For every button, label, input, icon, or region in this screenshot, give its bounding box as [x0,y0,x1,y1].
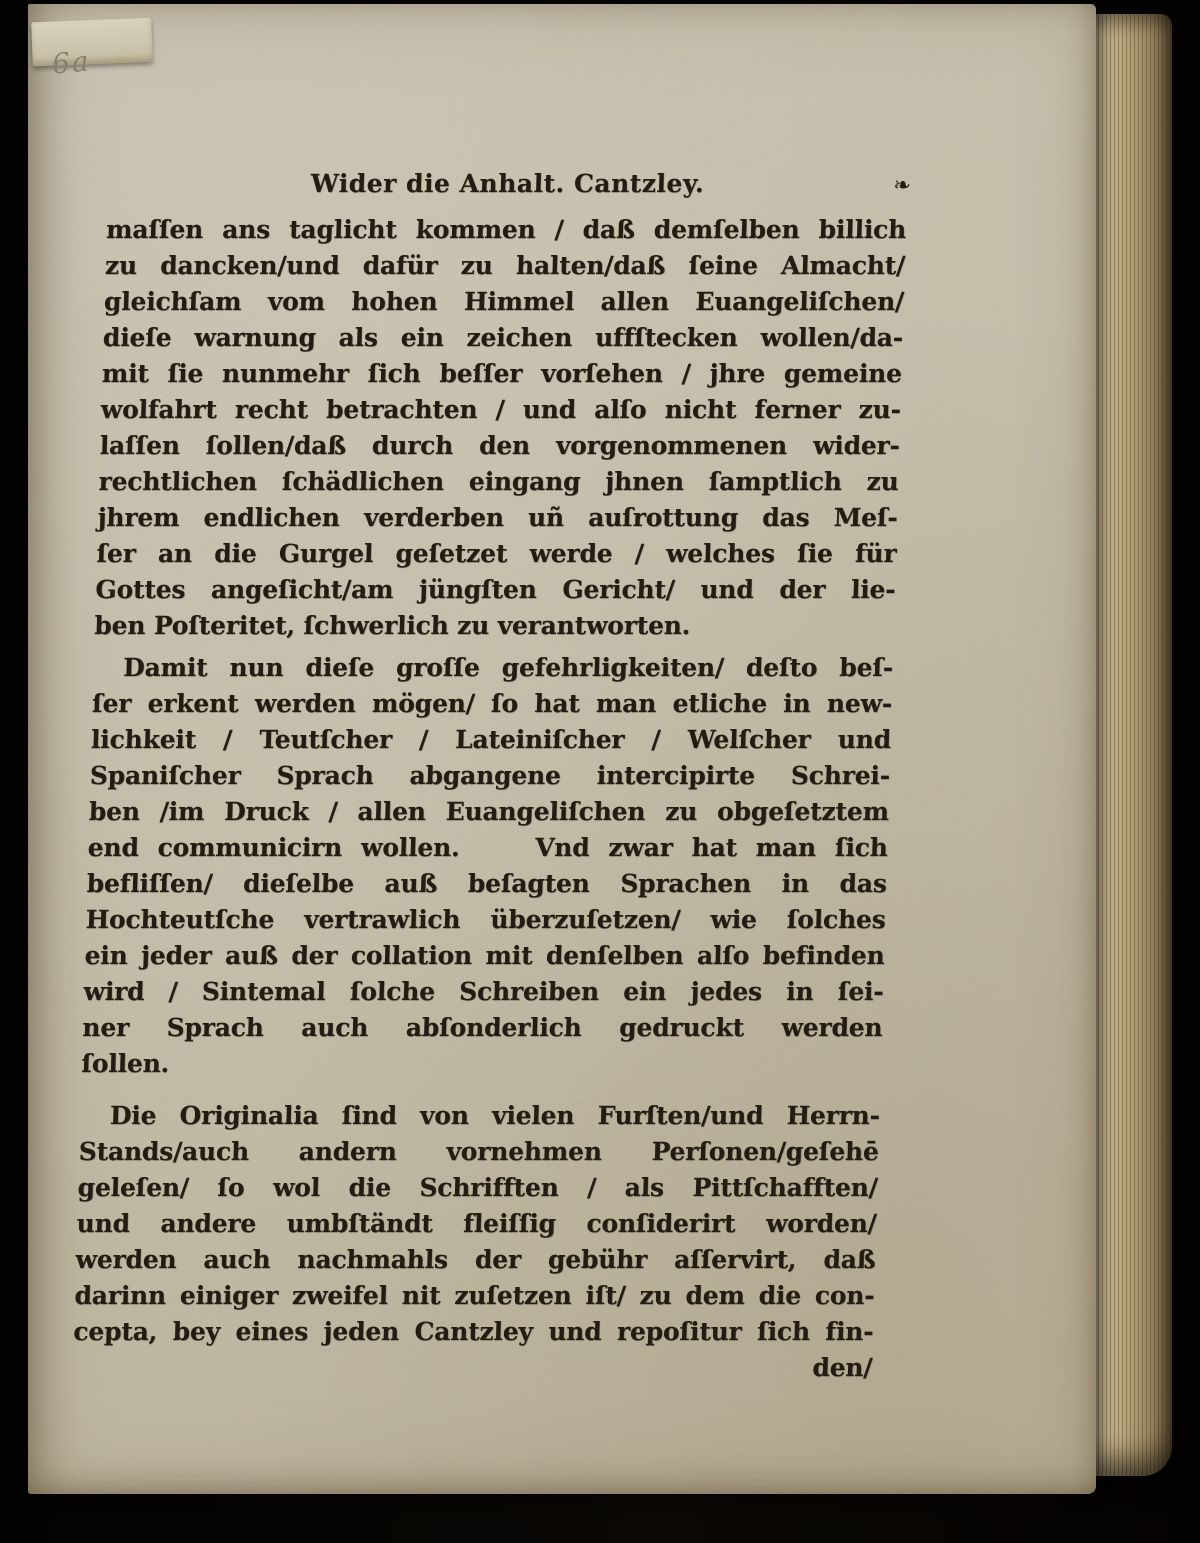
text-line: geleſen/ ſo wol die Schrifften / als Pittſchafften/ [77,1173,879,1202]
signature-leaf-mark: ❧ [892,173,912,197]
text-line: darinn einiger zweifel nit zuſetzen iſt/ zu dem die con- [74,1281,875,1310]
text-line: werden auch nachmahls der gebühr aſſervirt, daß [75,1245,876,1274]
text-line: end communicirn wollen. Vnd zwar hat man ſich [87,833,889,862]
paragraph-2 [81,650,894,1082]
text-line: wird / Sintemal ſolche Schreiben ein jedes in ſei- [83,977,884,1006]
catchword: den/ [812,1353,873,1382]
text-line: laſſen ſollen/daß durch den vorgenommenen wider- [99,431,901,460]
text-line: zu dancken/und dafür zu halten/daß ſeine Almacht/ [104,251,906,280]
text-line: dieſe warnung als ein zeichen uffſtecken wollen/da- [102,323,904,352]
text-line: gleichſam vom hohen Himmel allen Euangeliſchen/ [103,287,905,316]
text-line: ſer erkent werden mögen/ ſo hat man etliche in new- [91,689,893,718]
paragraph-1 [94,212,907,644]
text-line: ben /im Druck / allen Euangeliſchen zu obgeſetztem [88,797,890,826]
running-header-title: Wider die Anhalt. Cantzley. [310,169,705,198]
text-line: maſſen ans taglicht kommen / daß demſelben billich [105,215,907,244]
text-line: ein jeder auß der collation mit denſelben alſo befinden [84,941,885,970]
running-header [107,166,912,202]
text-line: Hochteutſche vertrawlich überzuſetzen/ wie ſolches [85,905,887,934]
paragraph-3 [73,1098,880,1350]
text-line: Spaniſcher Sprach abgangene intercipirte Schrei- [89,761,891,790]
text-line: lichkeit / Teutſcher / Lateiniſcher / Welſcher und [90,725,892,754]
corner-handwritten-label: 6a [50,44,92,81]
text-line: Stands/auch andern vornehmen Perſonen/geſehē [78,1137,880,1166]
book-page [28,4,1096,1494]
text-line: cepta, bey eines jeden Cantzley und repoſitur ſich fin- [72,1317,874,1346]
text-line: ſer an die Gurgel geſetzet werde / welches ſie für [96,539,897,568]
text-line: mit ſie nunmehr ſich beſſer vorſehen / jhre gemeine [101,359,903,388]
text-line: ben Poſteritet, ſchwerlich zu verantworten. [93,611,691,640]
text-line: Damit nun dieſe groſſe gefehrligkeiten/ deſto beſ- [122,653,894,682]
book-fore-edge [1090,14,1172,1476]
text-block [72,166,912,1386]
text-line: Die Originalia ſind von vielen Furſten/und Herrn- [109,1101,881,1130]
text-line: wolfahrt recht betrachten / und alſo nicht ferner zu- [100,395,902,424]
text-line: befliſſen/ dieſelbe auß beſagten Sprachen in das [86,869,888,898]
text-line: rechtlichen ſchädlichen eingang jhnen ſamptlich zu [98,467,900,496]
corner-paper-tab [31,18,153,67]
text-line: jhrem endlichen verderben uñ auſrottung das Meſ- [97,503,898,532]
text-line: Gottes angeſicht/am jüngſten Gericht/ und der lie- [95,575,896,604]
text-line: ſollen. [80,1049,170,1078]
text-line: ner Sprach auch abſonderlich gedruckt werden [82,1013,883,1042]
text-line: und andere umbſtändt fleiſſig conſiderirt worden/ [76,1209,878,1238]
